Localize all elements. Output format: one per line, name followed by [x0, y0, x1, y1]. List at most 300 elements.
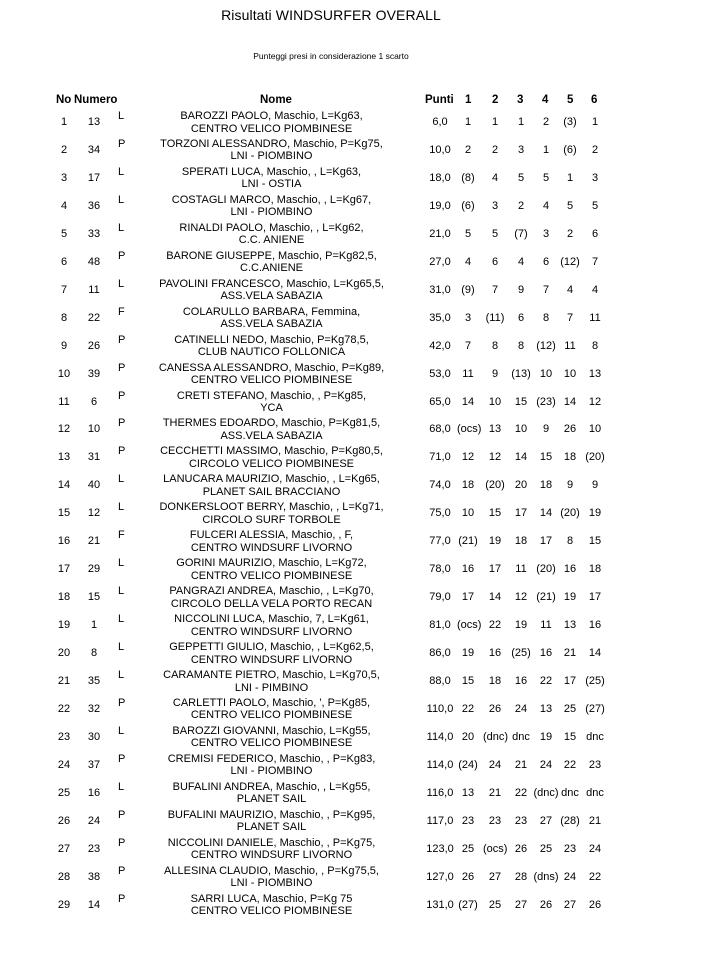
table-row: [0, 557, 720, 585]
race-4-cell: 25: [539, 842, 553, 855]
race-6-cell: 11: [589, 311, 601, 324]
race-6-cell: 24: [588, 842, 602, 855]
race-3-cell: 19: [514, 619, 528, 632]
race-2-cell: 19: [488, 535, 502, 548]
competitor-name-cell: CANESSA ALESSANDRO, Maschio, P=Kg89,: [158, 361, 385, 374]
race-2-cell: 15: [488, 507, 502, 520]
race-6-cell: (27): [585, 702, 605, 715]
rank-cell: 17: [57, 563, 71, 576]
category-cell: P: [118, 864, 126, 877]
rank-cell: 9: [60, 339, 68, 352]
race-3-cell: 2: [517, 199, 525, 212]
race-3-cell: (7): [514, 227, 528, 240]
sail-number-cell: 35: [87, 675, 101, 687]
sail-number-cell: 21: [87, 535, 101, 548]
club-cell: C.C. ANIENE: [238, 234, 305, 247]
race-1-cell: 13: [461, 786, 475, 799]
competitor-name-cell: BUFALINI ANDREA, Maschio, , L=Kg55,: [172, 780, 371, 793]
points-cell: 88,0: [429, 675, 451, 687]
competitor-name-cell: TORZONI ALESSANDRO, Maschio, P=Kg75,: [160, 137, 383, 150]
race-6-cell: 4: [591, 283, 599, 296]
points-cell: 86,0: [429, 647, 451, 660]
race-4-cell: (23): [536, 395, 556, 408]
race-3-cell: 22: [514, 786, 528, 799]
race-3-cell: 26: [514, 842, 528, 855]
race-6-cell: 17: [588, 591, 602, 604]
rank-cell: 12: [57, 423, 71, 436]
race-4-cell: 27: [539, 814, 553, 827]
club-cell: LNI - PIOMBINO: [230, 765, 313, 778]
points-cell: 18,0: [429, 171, 451, 184]
race-1-cell: 15: [461, 675, 475, 687]
competitor-name-cell: CRETI STEFANO, Maschio, , P=Kg85,: [176, 389, 367, 402]
race-1-cell: 22: [461, 702, 475, 715]
race-3-cell: 16: [514, 675, 528, 687]
points-cell: 71,0: [429, 451, 451, 464]
sail-number-cell: 40: [87, 479, 101, 492]
race-4-cell: 24: [539, 758, 553, 771]
race-1-cell: 23: [461, 814, 475, 827]
points-cell: 78,0: [429, 563, 451, 576]
race-5-cell: 9: [566, 479, 574, 492]
category-cell: L: [118, 473, 125, 486]
category-cell: L: [118, 585, 125, 598]
race-5-cell: (28): [560, 814, 580, 827]
race-6-cell: 5: [591, 199, 599, 212]
rank-cell: 20: [57, 647, 71, 660]
race-1-cell: (ocs): [457, 619, 482, 632]
sail-number-cell: 14: [87, 898, 101, 911]
category-cell: L: [118, 724, 125, 737]
race-6-cell: 6: [591, 227, 599, 240]
sail-number-cell: 31: [87, 451, 101, 464]
race-6-cell: 12: [588, 395, 602, 408]
race-3-cell: 20: [514, 479, 528, 492]
points-cell: 19,0: [429, 199, 451, 212]
header-race-5: 5: [567, 94, 574, 106]
category-cell: P: [118, 137, 126, 150]
race-1-cell: (9): [461, 283, 475, 296]
sail-number-cell: 36: [87, 199, 101, 212]
race-5-cell: 23: [563, 842, 577, 855]
points-cell: 110,0: [426, 702, 454, 715]
club-cell: PLANET SAIL: [236, 793, 307, 806]
rank-cell: 21: [57, 675, 71, 687]
race-3-cell: 28: [514, 870, 528, 883]
club-cell: CENTRO VELICO PIOMBINESE: [190, 569, 353, 582]
race-5-cell: 26: [563, 423, 577, 436]
table-row: [0, 222, 720, 250]
points-cell: 21,0: [429, 227, 451, 240]
table-row: [0, 641, 720, 669]
rank-cell: 26: [57, 814, 71, 827]
sail-number-cell: 12: [87, 507, 101, 520]
table-row: [0, 390, 720, 418]
race-2-cell: 8: [491, 339, 499, 352]
sail-number-cell: 10: [87, 423, 101, 436]
race-4-cell: 5: [542, 171, 550, 184]
category-cell: P: [118, 417, 126, 430]
table-row: [0, 417, 720, 445]
sail-number-cell: 6: [90, 395, 98, 408]
page-title: Risultati WINDSURFER OVERALL: [221, 7, 441, 23]
rank-cell: 6: [60, 255, 68, 268]
race-2-cell: 23: [488, 814, 502, 827]
points-cell: 79,0: [429, 591, 451, 604]
race-4-cell: 6: [542, 255, 550, 268]
points-cell: 65,0: [429, 395, 451, 408]
club-cell: CIRCOLO VELICO PIOMBINESE: [188, 457, 355, 470]
competitor-name-cell: BUFALINI MAURIZIO, Maschio, , P=Kg95,: [167, 808, 376, 821]
race-1-cell: 17: [461, 591, 475, 604]
rank-cell: 14: [57, 479, 71, 492]
points-cell: 68,0: [429, 423, 451, 436]
race-3-cell: 8: [517, 339, 525, 352]
rank-cell: 27: [57, 842, 71, 855]
table-row: [0, 781, 720, 809]
table-row: [0, 865, 720, 893]
race-1-cell: 4: [464, 255, 472, 268]
rank-cell: 7: [60, 283, 68, 296]
category-cell: P: [118, 696, 126, 709]
race-4-cell: 11: [540, 619, 552, 632]
sail-number-cell: 32: [87, 702, 101, 715]
competitor-name-cell: NICCOLINI LUCA, Maschio, 7, L=Kg61,: [174, 613, 369, 626]
sail-number-cell: 29: [87, 563, 101, 576]
race-1-cell: 11: [462, 367, 474, 380]
competitor-name-cell: GEPPETTI GIULIO, Maschio, , L=Kg62,5,: [169, 641, 374, 654]
race-6-cell: dnc: [586, 730, 604, 743]
competitor-name-cell: DONKERSLOOT BERRY, Maschio, , L=Kg71,: [159, 501, 384, 514]
rank-cell: 15: [57, 507, 71, 520]
race-3-cell: (25): [511, 647, 531, 660]
category-cell: F: [118, 305, 125, 318]
sail-number-cell: 26: [87, 339, 101, 352]
competitor-name-cell: PAVOLINI FRANCESCO, Maschio, L=Kg65,5,: [159, 277, 384, 290]
race-1-cell: 3: [464, 311, 472, 324]
table-row: [0, 250, 720, 278]
race-2-cell: 2: [491, 143, 499, 156]
race-2-cell: 26: [488, 702, 502, 715]
rank-cell: 1: [60, 116, 68, 128]
competitor-name-cell: BAROZZI PAOLO, Maschio, L=Kg63,: [180, 110, 363, 122]
race-6-cell: 21: [588, 814, 602, 827]
category-cell: L: [118, 641, 125, 654]
sail-number-cell: 8: [90, 647, 98, 660]
race-5-cell: (12): [560, 255, 580, 268]
category-cell: P: [118, 445, 126, 458]
points-cell: 74,0: [429, 479, 451, 492]
table-row: [0, 473, 720, 501]
club-cell: CENTRO VELICO PIOMBINESE: [190, 122, 353, 135]
race-2-cell: 25: [488, 898, 502, 911]
race-6-cell: 7: [591, 255, 599, 268]
race-6-cell: 19: [588, 507, 602, 520]
points-cell: 31,0: [429, 283, 451, 296]
table-row: [0, 613, 720, 641]
race-4-cell: (20): [536, 563, 556, 576]
competitor-name-cell: BAROZZI GIOVANNI, Maschio, L=Kg55,: [172, 724, 371, 737]
table-row: [0, 445, 720, 473]
race-3-cell: 23: [514, 814, 528, 827]
race-2-cell: 7: [491, 283, 499, 296]
table-row: [0, 501, 720, 529]
race-3-cell: 6: [517, 311, 525, 324]
club-cell: C.C.ANIENE: [240, 262, 303, 275]
table-row: [0, 585, 720, 613]
race-2-cell: 16: [488, 647, 502, 660]
race-4-cell: 13: [539, 702, 553, 715]
race-4-cell: 14: [539, 507, 553, 520]
sail-number-cell: 48: [87, 255, 101, 268]
category-cell: P: [118, 333, 126, 346]
race-5-cell: 10: [563, 367, 577, 380]
table-row: [0, 166, 720, 194]
table-row: [0, 138, 720, 166]
race-2-cell: (dnc): [483, 730, 509, 743]
club-cell: PLANET SAIL: [236, 821, 307, 834]
club-cell: LNI - OSTIA: [241, 178, 302, 191]
points-cell: 131,0: [426, 898, 454, 911]
rank-cell: 5: [60, 227, 68, 240]
race-2-cell: 13: [488, 423, 502, 436]
race-4-cell: 9: [542, 423, 550, 436]
category-cell: L: [118, 221, 125, 234]
race-5-cell: dnc: [561, 786, 579, 799]
category-cell: P: [118, 892, 126, 905]
competitor-name-cell: SPERATI LUCA, Maschio, , L=Kg63,: [181, 165, 362, 178]
race-5-cell: 22: [563, 758, 577, 771]
points-cell: 123,0: [426, 842, 454, 855]
race-1-cell: 19: [461, 647, 475, 660]
race-3-cell: 5: [517, 171, 525, 184]
table-row: [0, 725, 720, 753]
rank-cell: 23: [57, 730, 71, 743]
race-5-cell: (20): [560, 507, 580, 520]
club-cell: LNI - PIOMBINO: [230, 877, 313, 890]
rank-cell: 16: [57, 535, 71, 548]
race-2-cell: (20): [485, 479, 505, 492]
competitor-name-cell: CREMISI FEDERICO, Maschio, , P=Kg83,: [167, 752, 376, 765]
race-5-cell: 27: [563, 898, 577, 911]
competitor-name-cell: NICCOLINI DANIELE, Maschio, , P=Kg75,: [167, 836, 376, 849]
race-4-cell: 15: [539, 451, 553, 464]
race-6-cell: 9: [591, 479, 599, 492]
race-6-cell: 1: [591, 116, 599, 128]
race-4-cell: (12): [536, 339, 556, 352]
sail-number-cell: 22: [87, 311, 101, 324]
competitor-name-cell: COSTAGLI MARCO, Maschio, , L=Kg67,: [171, 193, 372, 206]
race-3-cell: 10: [514, 423, 528, 436]
rank-cell: 3: [60, 171, 68, 184]
race-5-cell: 13: [563, 619, 577, 632]
rank-cell: 4: [60, 199, 68, 212]
category-cell: P: [118, 361, 126, 374]
category-cell: P: [118, 249, 126, 262]
category-cell: L: [118, 193, 125, 206]
points-cell: 77,0: [429, 535, 451, 548]
club-cell: YCA: [260, 402, 283, 414]
race-4-cell: 2: [542, 116, 550, 128]
category-cell: L: [118, 557, 125, 570]
race-1-cell: (ocs): [457, 423, 482, 436]
race-4-cell: (dnc): [533, 786, 559, 799]
table-row: [0, 110, 720, 138]
rank-cell: 29: [57, 898, 71, 911]
page-subtitle: Punteggi presi in considerazione 1 scarto: [253, 51, 409, 61]
club-cell: ASS.VELA SABAZIA: [220, 318, 323, 331]
sail-number-cell: 15: [87, 591, 101, 604]
race-1-cell: 10: [461, 507, 475, 520]
header-race-6: 6: [591, 94, 598, 106]
points-cell: 42,0: [429, 339, 451, 352]
competitor-name-cell: FULCERI ALESSIA, Maschio, , F,: [189, 529, 354, 542]
race-5-cell: 24: [563, 870, 577, 883]
sail-number-cell: 23: [87, 842, 101, 855]
rank-cell: 18: [57, 591, 71, 604]
race-1-cell: 26: [461, 870, 475, 883]
competitor-name-cell: CATINELLI NEDO, Maschio, P=Kg78,5,: [174, 333, 369, 346]
rank-cell: 10: [57, 367, 71, 380]
category-cell: L: [118, 669, 125, 681]
category-cell: L: [118, 110, 125, 122]
table-row: [0, 809, 720, 837]
header-numero: Numero: [74, 94, 118, 106]
race-3-cell: 18: [514, 535, 528, 548]
race-2-cell: 21: [488, 786, 502, 799]
competitor-name-cell: PANGRAZI ANDREA, Maschio, , L=Kg70,: [169, 585, 374, 598]
table-row: [0, 529, 720, 557]
club-cell: LNI - PIOMBINO: [230, 206, 313, 219]
competitor-name-cell: CECCHETTI MASSIMO, Maschio, P=Kg80,5,: [160, 445, 383, 458]
race-2-cell: (ocs): [483, 842, 508, 855]
race-1-cell: 1: [464, 116, 472, 128]
race-6-cell: 15: [588, 535, 602, 548]
race-6-cell: 16: [588, 619, 602, 632]
race-4-cell: (dns): [533, 870, 559, 883]
category-cell: P: [118, 752, 126, 765]
club-cell: CENTRO VELICO PIOMBINESE: [190, 737, 353, 750]
sail-number-cell: 11: [88, 283, 100, 296]
race-3-cell: 17: [514, 507, 528, 520]
race-1-cell: 14: [461, 395, 475, 408]
race-5-cell: 1: [566, 171, 574, 184]
race-3-cell: 15: [514, 395, 528, 408]
competitor-name-cell: GORINI MAURIZIO, Maschio, L=Kg72,: [176, 557, 367, 570]
race-3-cell: 21: [514, 758, 528, 771]
race-5-cell: 25: [563, 702, 577, 715]
category-cell: P: [118, 389, 126, 402]
race-3-cell: 14: [514, 451, 528, 464]
header-race-4: 4: [542, 94, 549, 106]
competitor-name-cell: LANUCARA MAURIZIO, Maschio, , L=Kg65,: [163, 473, 380, 486]
club-cell: CENTRO WINDSURF LIVORNO: [190, 653, 353, 666]
table-row: [0, 753, 720, 781]
race-5-cell: 11: [564, 339, 576, 352]
race-2-cell: 18: [488, 675, 502, 687]
race-3-cell: 12: [514, 591, 528, 604]
club-cell: LNI - PIMBINO: [234, 681, 309, 694]
race-3-cell: (13): [511, 367, 531, 380]
club-cell: ASS.VELA SABAZIA: [220, 429, 323, 442]
race-2-cell: 3: [491, 199, 499, 212]
race-1-cell: 12: [461, 451, 475, 464]
race-6-cell: dnc: [586, 786, 604, 799]
points-cell: 114,0: [426, 758, 454, 771]
table-row: [0, 837, 720, 865]
table-row: [0, 697, 720, 725]
header-race-3: 3: [517, 94, 524, 106]
race-1-cell: (6): [461, 199, 475, 212]
sail-number-cell: 17: [87, 171, 101, 184]
race-1-cell: 20: [461, 730, 475, 743]
club-cell: ASS.VELA SABAZIA: [220, 290, 323, 303]
race-1-cell: 18: [461, 479, 475, 492]
race-5-cell: 19: [563, 591, 577, 604]
race-4-cell: 4: [542, 199, 550, 212]
race-2-cell: 5: [491, 227, 499, 240]
club-cell: CENTRO WINDSURF LIVORNO: [190, 625, 353, 638]
club-cell: CENTRO VELICO PIOMBINESE: [190, 374, 353, 387]
category-cell: P: [118, 836, 126, 849]
sail-number-cell: 13: [87, 116, 101, 128]
points-cell: 6,0: [432, 116, 448, 128]
race-1-cell: 7: [464, 339, 472, 352]
race-5-cell: 14: [563, 395, 577, 408]
race-2-cell: 17: [488, 563, 502, 576]
table-row: [0, 194, 720, 222]
competitor-name-cell: ALLESINA CLAUDIO, Maschio, , P=Kg75,5,: [164, 864, 379, 877]
header-punti: Punti: [425, 94, 454, 106]
race-2-cell: 1: [491, 116, 499, 128]
competitor-name-cell: COLARULLO BARBARA, Femmina,: [182, 305, 361, 318]
rank-cell: 24: [57, 758, 71, 771]
race-1-cell: (24): [458, 758, 478, 771]
race-4-cell: 10: [539, 367, 553, 380]
race-4-cell: 16: [539, 647, 553, 660]
sail-number-cell: 37: [87, 758, 101, 771]
sail-number-cell: 39: [87, 367, 101, 380]
club-cell: LNI - PIOMBINO: [230, 150, 313, 163]
club-cell: CIRCOLO DELLA VELA PORTO RECAN: [170, 597, 373, 610]
race-3-cell: 4: [517, 255, 525, 268]
rank-cell: 13: [57, 451, 71, 464]
race-6-cell: 26: [588, 898, 602, 911]
competitor-name-cell: RINALDI PAOLO, Maschio, , L=Kg62,: [179, 221, 364, 234]
race-3-cell: dnc: [512, 730, 530, 743]
race-5-cell: 15: [563, 730, 577, 743]
race-2-cell: 14: [488, 591, 502, 604]
competitor-name-cell: THERMES EDOARDO, Maschio, P=Kg81,5,: [162, 417, 381, 430]
sail-number-cell: 30: [87, 730, 101, 743]
race-5-cell: 2: [566, 227, 574, 240]
race-5-cell: 21: [563, 647, 577, 660]
race-2-cell: (11): [485, 311, 505, 324]
competitor-name-cell: CARLETTI PAOLO, Maschio, ', P=Kg85,: [172, 696, 371, 709]
club-cell: CIRCOLO SURF TORBOLE: [202, 513, 341, 526]
sail-number-cell: 16: [87, 786, 101, 799]
sail-number-cell: 38: [87, 870, 101, 883]
race-3-cell: 11: [515, 563, 527, 576]
race-2-cell: 10: [488, 395, 502, 408]
rank-cell: 11: [58, 395, 70, 408]
race-4-cell: 22: [539, 675, 553, 687]
points-cell: 81,0: [429, 619, 451, 632]
rank-cell: 8: [60, 311, 68, 324]
category-cell: L: [118, 165, 125, 178]
header-race-2: 2: [492, 94, 499, 106]
race-6-cell: (25): [585, 675, 605, 687]
